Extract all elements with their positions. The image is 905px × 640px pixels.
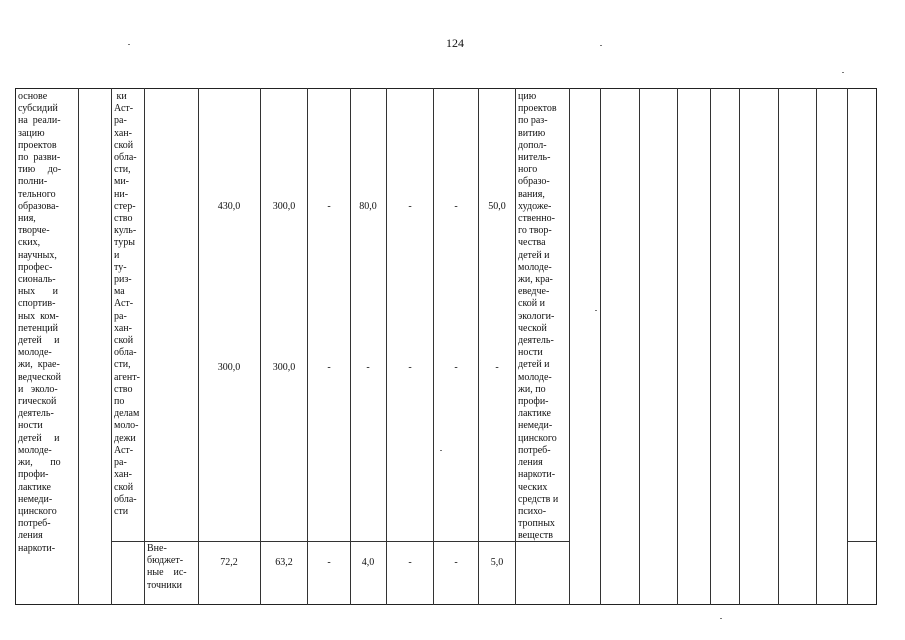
- cell-year-value: 300,0: [272, 201, 296, 212]
- cell-year-value: -: [408, 362, 412, 373]
- column-divider: [710, 88, 711, 605]
- cell-total: 72,2: [220, 557, 238, 568]
- cell-year-value: -: [408, 201, 412, 212]
- cell-year-value: -: [408, 557, 412, 568]
- cell-year-value: -: [327, 557, 331, 568]
- scan-speck: [128, 44, 130, 45]
- scan-speck: [600, 45, 602, 46]
- page-number: 124: [446, 36, 464, 50]
- column-divider: [478, 88, 479, 605]
- cell-year-value: -: [366, 362, 370, 373]
- column-divider: [144, 88, 145, 605]
- column-divider: [386, 88, 387, 605]
- cell-year-value: -: [495, 362, 499, 373]
- cell-year-value: -: [454, 557, 458, 568]
- cell-year-value: -: [454, 201, 458, 212]
- row-divider: [111, 541, 569, 542]
- expected-result: цию проектов по раз- витию допол- нитель- ного образо- вания, художе- ственно- го твор- чества детей и молоде- жи, кра- еведче- ской и экологи- ческой деятель- ности детей и молоде- жи, по профи- лактике немеди- цинского потреб- ления наркоти- ческих средств и психо- тропных веществ: [518, 91, 559, 542]
- cell-year-value: -: [454, 362, 458, 373]
- column-divider: [433, 88, 434, 605]
- column-divider: [198, 88, 199, 605]
- column-divider: [677, 88, 678, 605]
- scan-speck: [440, 450, 442, 451]
- column-divider: [847, 88, 848, 605]
- cell-year-value: 5,0: [490, 557, 504, 568]
- funding-source: Вне- бюджет- ные ис- точники: [147, 543, 187, 591]
- scan-speck: [842, 72, 844, 73]
- cell-year-value: 300,0: [272, 362, 296, 373]
- cell-year-value: 63,2: [275, 557, 293, 568]
- column-divider: [639, 88, 640, 605]
- cell-total: 300,0: [217, 362, 241, 373]
- cell-year-value: 80,0: [359, 201, 377, 212]
- column-divider: [600, 88, 601, 605]
- cell-total: 430,0: [217, 201, 241, 212]
- scan-speck: [720, 618, 722, 619]
- column-divider: [260, 88, 261, 605]
- cell-year-value: 4,0: [361, 557, 375, 568]
- column-divider: [569, 88, 570, 605]
- column-divider: [111, 88, 112, 605]
- cell-year-value: -: [327, 362, 331, 373]
- scan-speck: [595, 310, 597, 311]
- row-divider: [847, 541, 877, 542]
- responsible-executors: ки Аст- ра- хан- ской обла- сти, ми- ни- стер- ство куль- туры и ту- риз- ма Аст- ра- хан- ской обла- сти, агент- ство по делам моло- дежи Аст- ра- хан- ской обла- сти: [114, 91, 140, 517]
- column-divider: [778, 88, 779, 605]
- column-divider: [307, 88, 308, 605]
- measure-description: основе субсидий на реали- зацию проектов по разви- тию до- полни- тельного образова- ния, творче- ских, научных, профес- сиональ- ных и спортив- ных ком- петенций детей и молоде- жи, крае- ведческой и эколо- гической деятель- ности детей и молоде- жи, по профи- лактике немеди- цинского потреб- ления наркоти-: [18, 91, 62, 554]
- cell-year-value: 50,0: [488, 201, 506, 212]
- column-divider: [816, 88, 817, 605]
- cell-year-value: -: [327, 201, 331, 212]
- column-divider: [739, 88, 740, 605]
- column-divider: [78, 88, 79, 605]
- column-divider: [515, 88, 516, 605]
- column-divider: [350, 88, 351, 605]
